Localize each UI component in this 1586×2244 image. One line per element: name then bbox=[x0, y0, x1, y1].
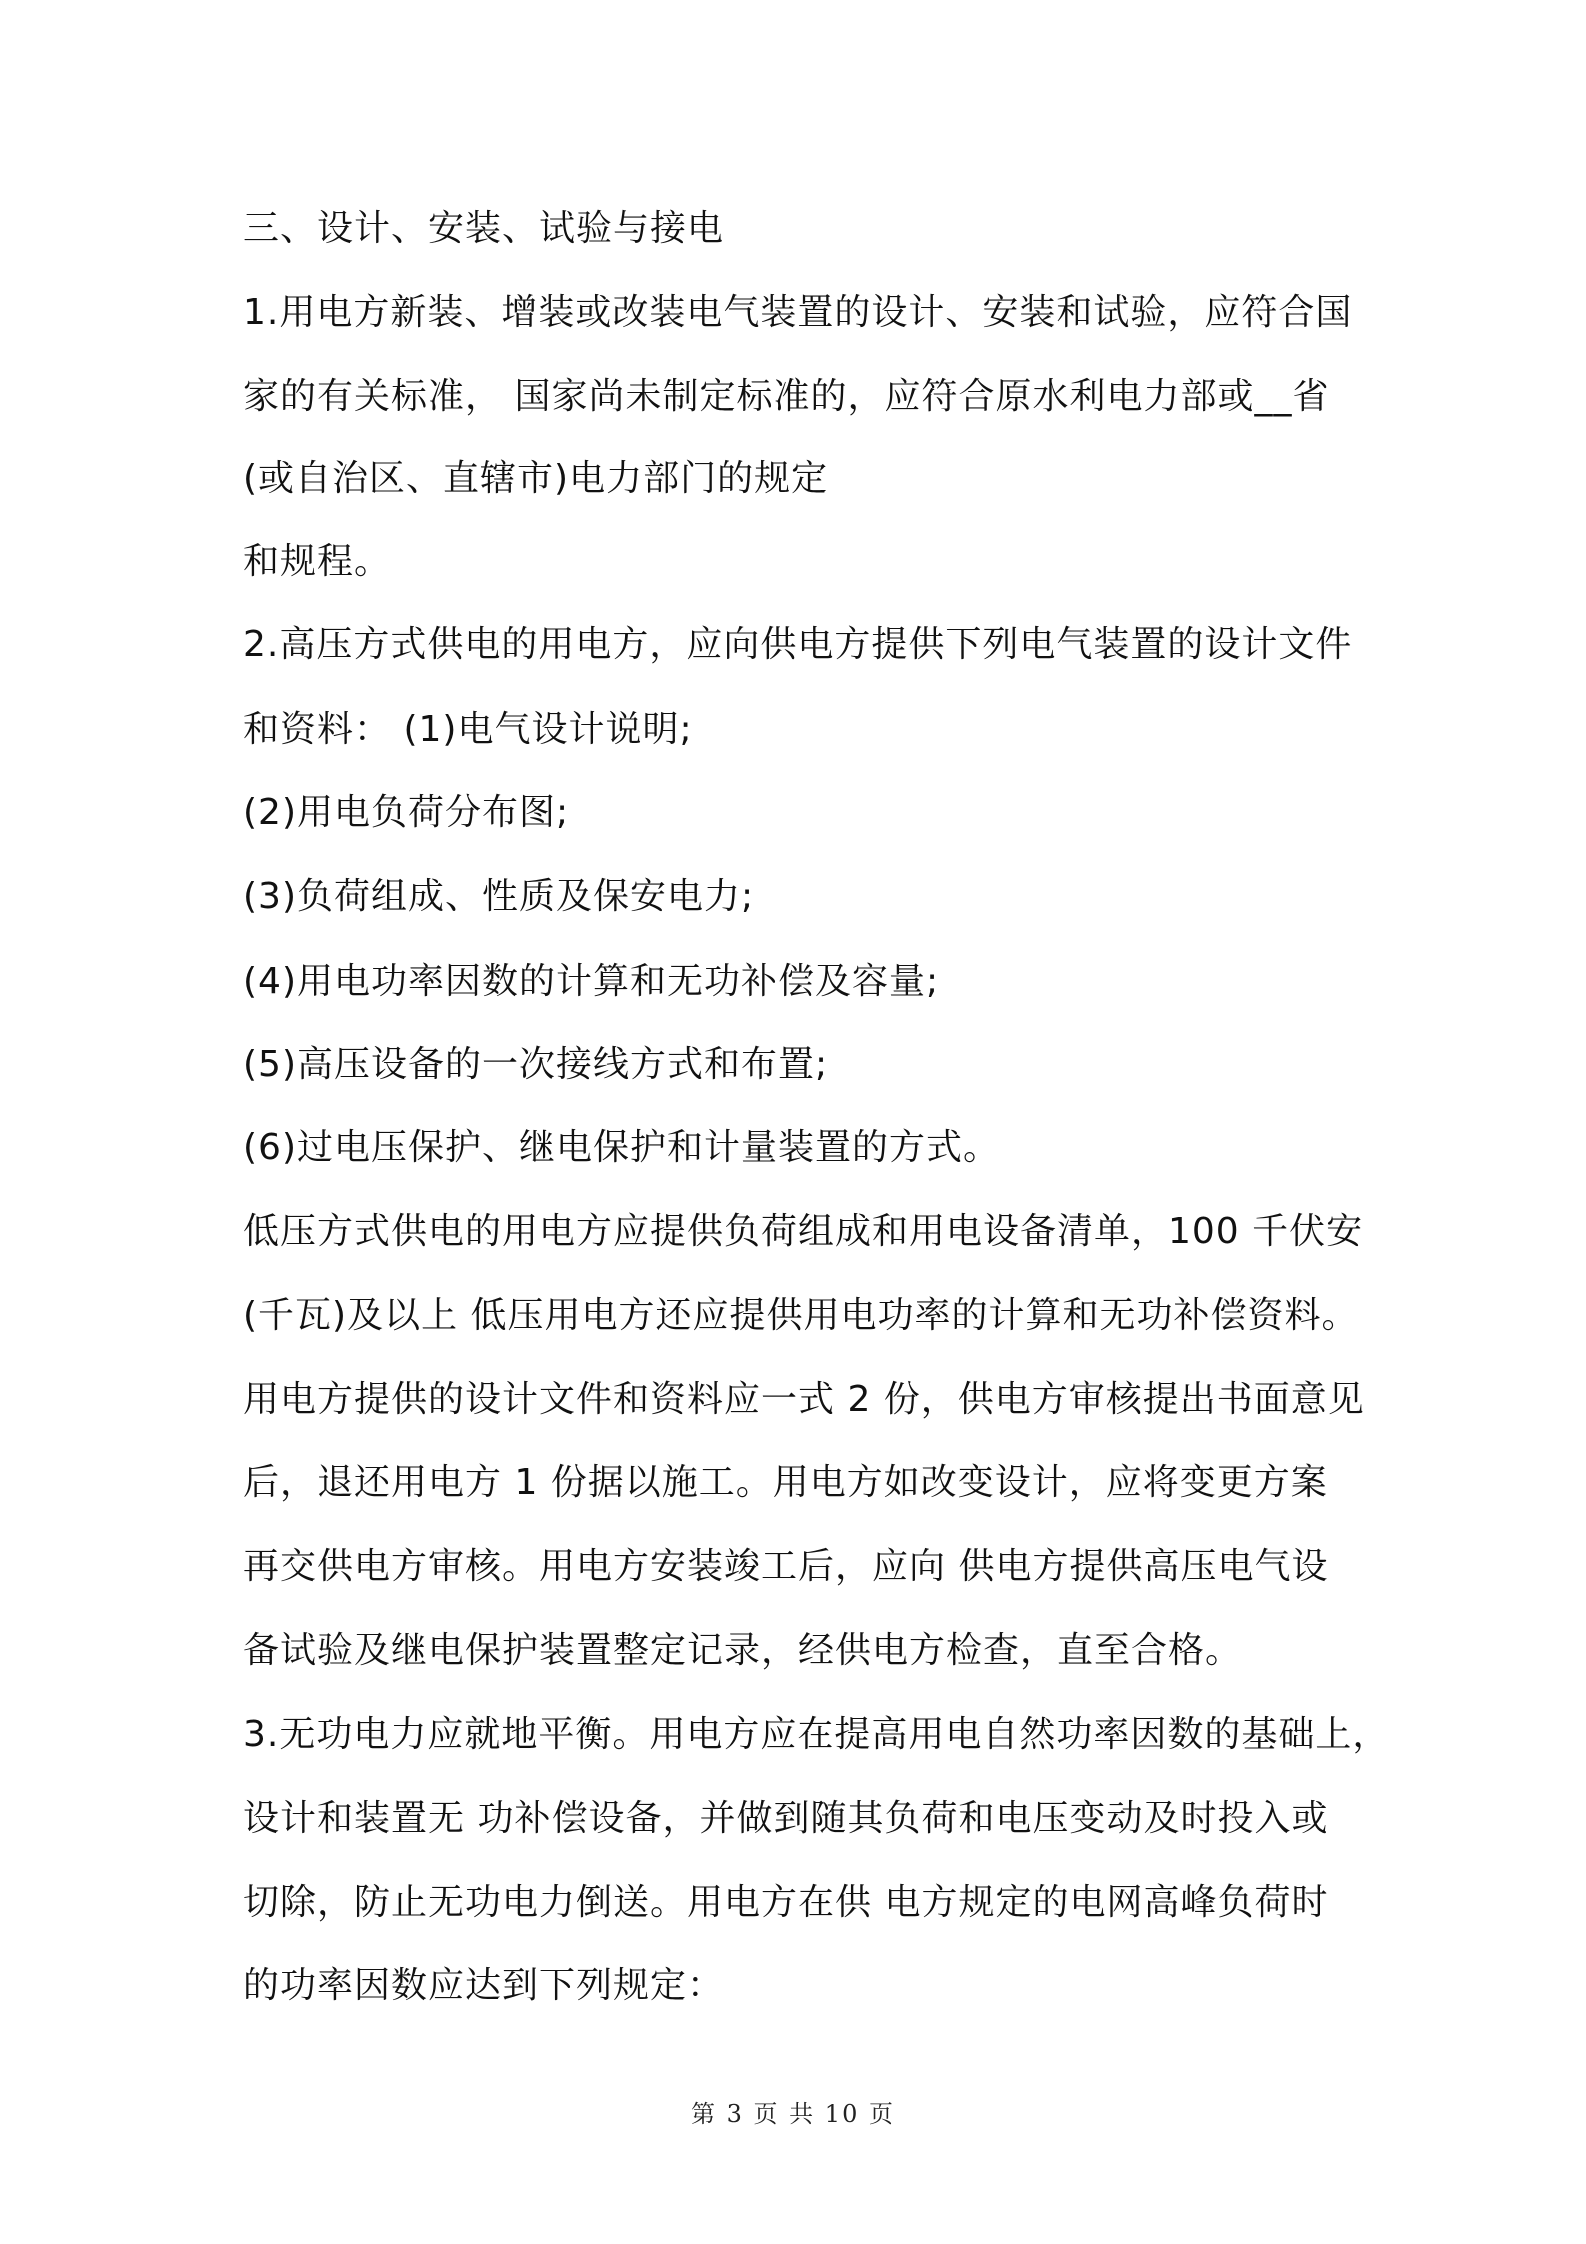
body-line: 后，退还用电方 1 份据以施工。用电方如改变设计，应将变更方案 bbox=[243, 1462, 1328, 1503]
body-line: (5)高压设备的一次接线方式和布置; bbox=[243, 1044, 829, 1085]
body-line: 再交供电方审核。用电方安装竣工后，应向 供电方提供高压电气设 bbox=[243, 1546, 1329, 1587]
body-line: 2.高压方式供电的用电方，应向供电方提供下列电气装置的设计文件 bbox=[243, 624, 1353, 665]
body-line: 低压方式供电的用电方应提供负荷组成和用电设备清单，100 千伏安 bbox=[243, 1211, 1364, 1252]
body-line: 的功率因数应达到下列规定： bbox=[243, 1965, 725, 2006]
body-line: 备试验及继电保护装置整定记录，经供电方检查，直至合格。 bbox=[243, 1630, 1243, 1671]
body-line: (或自治区、直辖市)电力部门的规定 bbox=[243, 458, 829, 499]
body-line: 1.用电方新装、增装或改装电气装置的设计、安装和试验，应符合国 bbox=[243, 292, 1353, 333]
body-line: 3.无功电力应就地平衡。用电方应在提高用电自然功率因数的基础上， bbox=[243, 1714, 1390, 1755]
section-heading: 三、设计、安装、试验与接电 bbox=[243, 208, 725, 249]
body-line: (2)用电负荷分布图; bbox=[243, 792, 570, 833]
body-line: 用电方提供的设计文件和资料应一式 2 份，供电方审核提出书面意见 bbox=[243, 1379, 1365, 1420]
body-line: 切除，防止无功电力倒送。用电方在供 电方规定的电网高峰负荷时 bbox=[243, 1882, 1329, 1923]
body-line: 和资料： (1)电气设计说明; bbox=[243, 709, 693, 750]
body-line: 家的有关标准， 国家尚未制定标准的，应符合原水利电力部或__省 bbox=[243, 376, 1330, 417]
body-line: (千瓦)及以上 低压用电方还应提供用电功率的计算和无功补偿资料。 bbox=[243, 1295, 1359, 1336]
body-line: 和规程。 bbox=[243, 541, 392, 582]
body-line: (6)过电压保护、继电保护和计量装置的方式。 bbox=[243, 1127, 1000, 1168]
body-line: (4)用电功率因数的计算和无功补偿及容量; bbox=[243, 961, 940, 1002]
body-line: (3)负荷组成、性质及保安电力; bbox=[243, 876, 755, 917]
page-number-footer: 第 3 页 共 10 页 bbox=[691, 2100, 895, 2128]
body-line: 设计和装置无 功补偿设备，并做到随其负荷和电压变动及时投入或 bbox=[243, 1798, 1329, 1839]
